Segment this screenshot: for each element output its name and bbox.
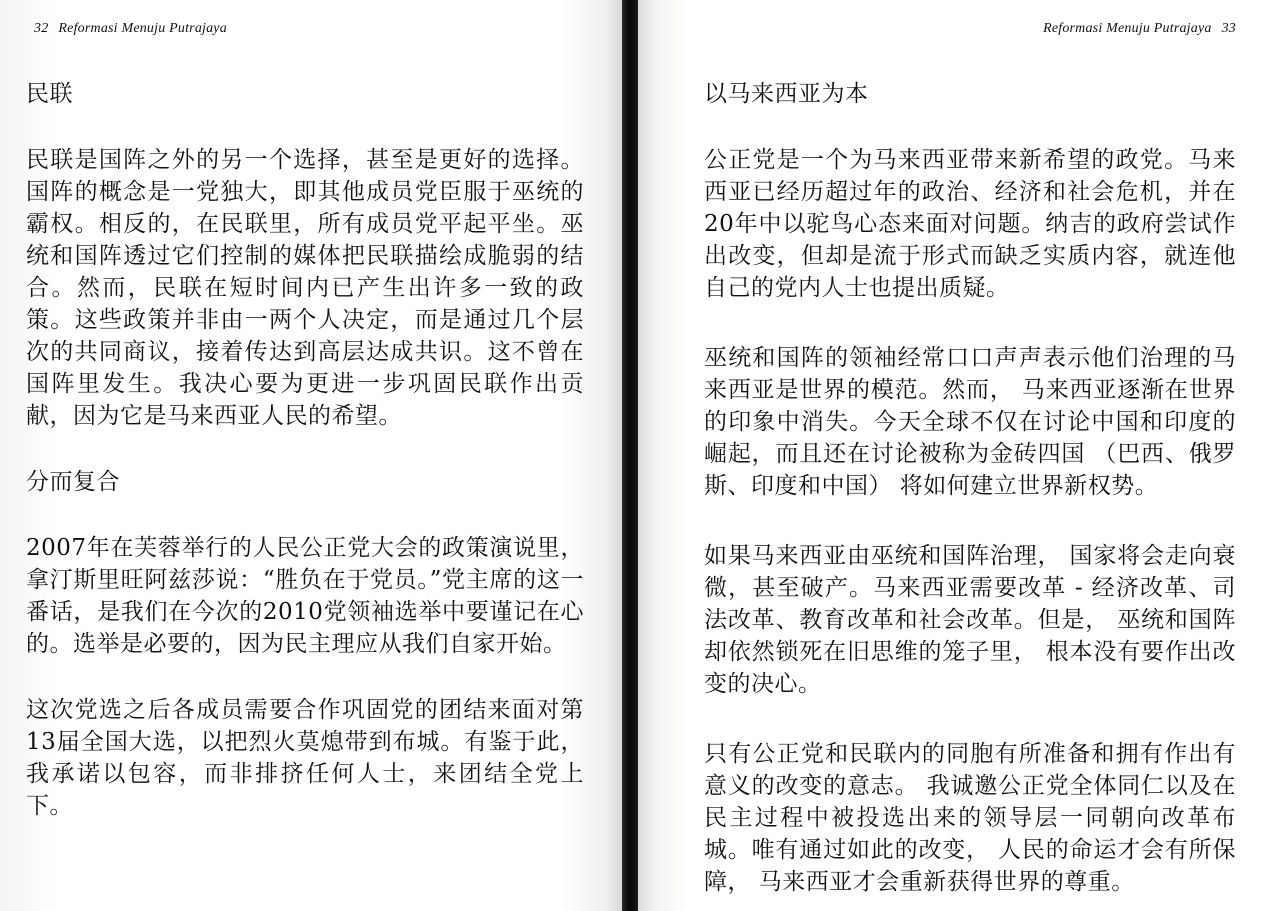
section-heading-fenerfuhe: 分而复合: [26, 469, 120, 495]
right-running-head: [704, 18, 1236, 40]
book-spine: [622, 0, 638, 911]
right-page: [638, 0, 1266, 911]
paragraph-new-hope: 公正党是一个为马来西亚带来新希望的政党。马来西亚已经历超过年的政治、经济和社会危机，并在20年中以驼鸟心态来面对问题。纳吉的政府尝试作出改变，但却是流于形式而缺乏实质内容，就连他自己的党内人士也提出质疑。: [704, 147, 1236, 301]
right-running-title: Reformasi Menuju Putrajaya: [1043, 21, 1212, 36]
paragraph-reform-needed: 如果马来西亚由巫统和国阵治理， 国家将会走向衰微，甚至破产。马来西亚需要改革 - 经济改革、司法改革、教育改革和社会改革。但是， 巫统和国阵却依然锁死在旧思维的笼子里， 根本没有要作出改变的决心。: [704, 543, 1236, 697]
paragraph-party-unity: 这次党选之后各成员需要合作巩固党的团结来面对第13届全国大选，以把烈火莫熄带到布城。有鉴于此，我承诺以包容，而非排挤任何人士，来团结全党上下。: [26, 697, 584, 819]
section-heading-minlian: 民联: [26, 81, 73, 107]
right-page-number: 33: [1221, 21, 1236, 36]
left-running-head: [26, 18, 584, 40]
left-page-number: 32: [34, 21, 49, 36]
paragraph-minlian: 民联是国阵之外的另一个选择，甚至是更好的选择。国阵的概念是一党独大，即其他成员党臣服于巫统的霸权。相反的，在民联里，所有成员党平起平坐。巫统和国阵透过它们控制的媒体把民联描绘成脆弱的结合。然而，民联在短时间内已产生出许多一致的政策。这些政策并非由一两个人决定，而是通过几个层次的共同商议，接着传达到高层达成共识。这不曾在国阵里发生。我决心要为更进一步巩固民联作出贡献，因为它是马来西亚人民的希望。: [26, 147, 584, 429]
paragraph-world-model: 巫统和国阵的领袖经常口口声声表示他们治理的马来西亚是世界的模范。然而， 马来西亚逐渐在世界的印象中消失。今天全球不仅在讨论中国和印度的崛起，而且还在讨论被称为金砖四国 （巴西、俄罗斯、印度和中国） 将如何建立世界新权势。: [704, 345, 1236, 499]
left-running-title: Reformasi Menuju Putrajaya: [58, 21, 227, 36]
paragraph-invitation: 只有公正党和民联内的同胞有所准备和拥有作出有意义的改变的意志。 我诚邀公正党全体同仁以及在民主过程中被投选出来的领导层一同朝向改革布城。唯有通过如此的改变， 人民的命运才会有所保障， 马来西亚才会重新获得世界的尊重。: [704, 741, 1236, 895]
paragraph-party-election: 2007年在芙蓉举行的人民公正党大会的政策演说里，拿汀斯里旺阿兹莎说：“胜负在于党员。”党主席的这一番话，是我们在今次的2010党领袖选举中要谨记在心的。选举是必要的，因为民主理应从我们自家开始。: [26, 535, 584, 657]
section-heading-malaysia-first: 以马来西亚为本: [704, 81, 869, 107]
left-page: [0, 0, 624, 911]
